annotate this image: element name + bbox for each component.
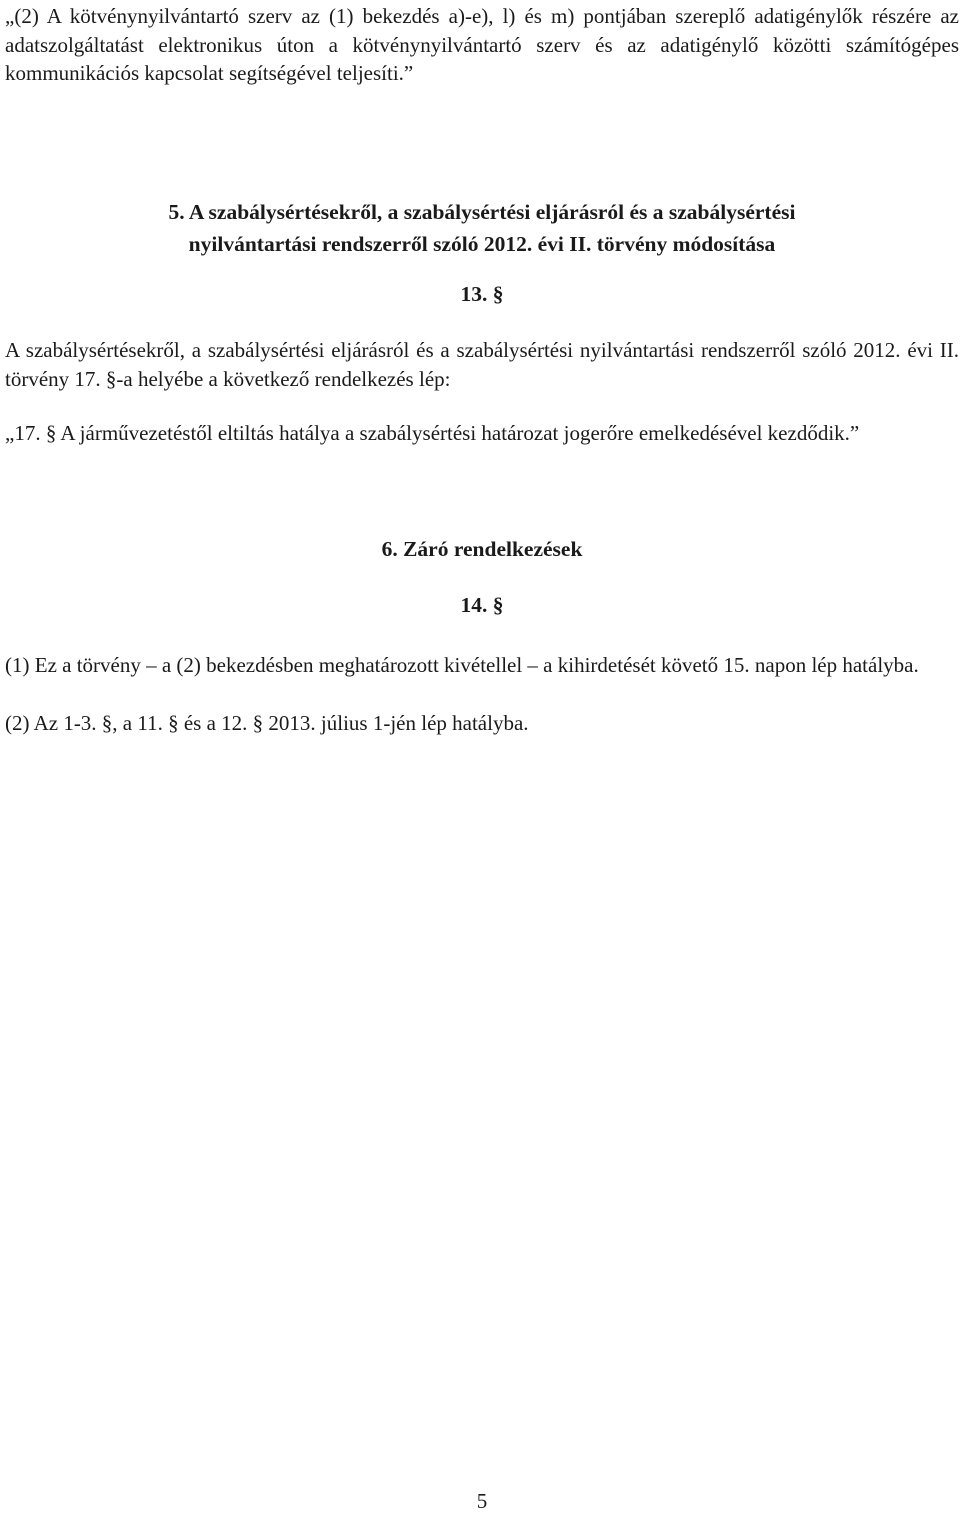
section-5-title: 5. A szabálysértésekről, a szabálysértési eljárásról és a szabálysértési nyilvántartási rendszerről szóló 2012. évi II. törvény módosítása	[168, 200, 796, 256]
paragraph-2-text: „(2) A kötvénynyilvántartó szerv az (1) bekezdés a)-e), l) és m) pontjában szereplő adatigénylők részére az adatszolgáltatást elektronikus úton a kötvénynyilvántartó szerv és az adatigénylő közötti számítógépes kommunikációs kapcsolat segítségével teljesíti.”	[5, 4, 959, 85]
paragraph-14-number: 14. §	[460, 593, 504, 617]
paragraph-14-2-text: (2) Az 1-3. §, a 11. § és a 12. § 2013. július 1-jén lép hatályba.	[5, 711, 529, 735]
document-page	[5, 0, 959, 1515]
paragraph-14-1-text: (1) Ez a törvény – a (2) bekezdésben meghatározott kivétellel – a kihirdetését követő 15. napon lép hatályba.	[5, 653, 919, 677]
page-number: 5	[476, 1489, 488, 1513]
quoted-paragraph-17: „17. § A járművezetéstől eltiltás hatálya a szabálysértési határozat jogerőre emelkedésével kezdődik.”	[5, 421, 860, 445]
paragraph-13-number: 13. §	[460, 282, 504, 306]
paragraph-13-text: A szabálysértésekről, a szabálysértési eljárásról és a szabálysértési nyilvántartási rendszerről szóló 2012. évi II. törvény 17. §-a helyébe a következő rendelkezés lép:	[5, 338, 959, 391]
section-6-title: 6. Záró rendelkezések	[381, 537, 583, 561]
